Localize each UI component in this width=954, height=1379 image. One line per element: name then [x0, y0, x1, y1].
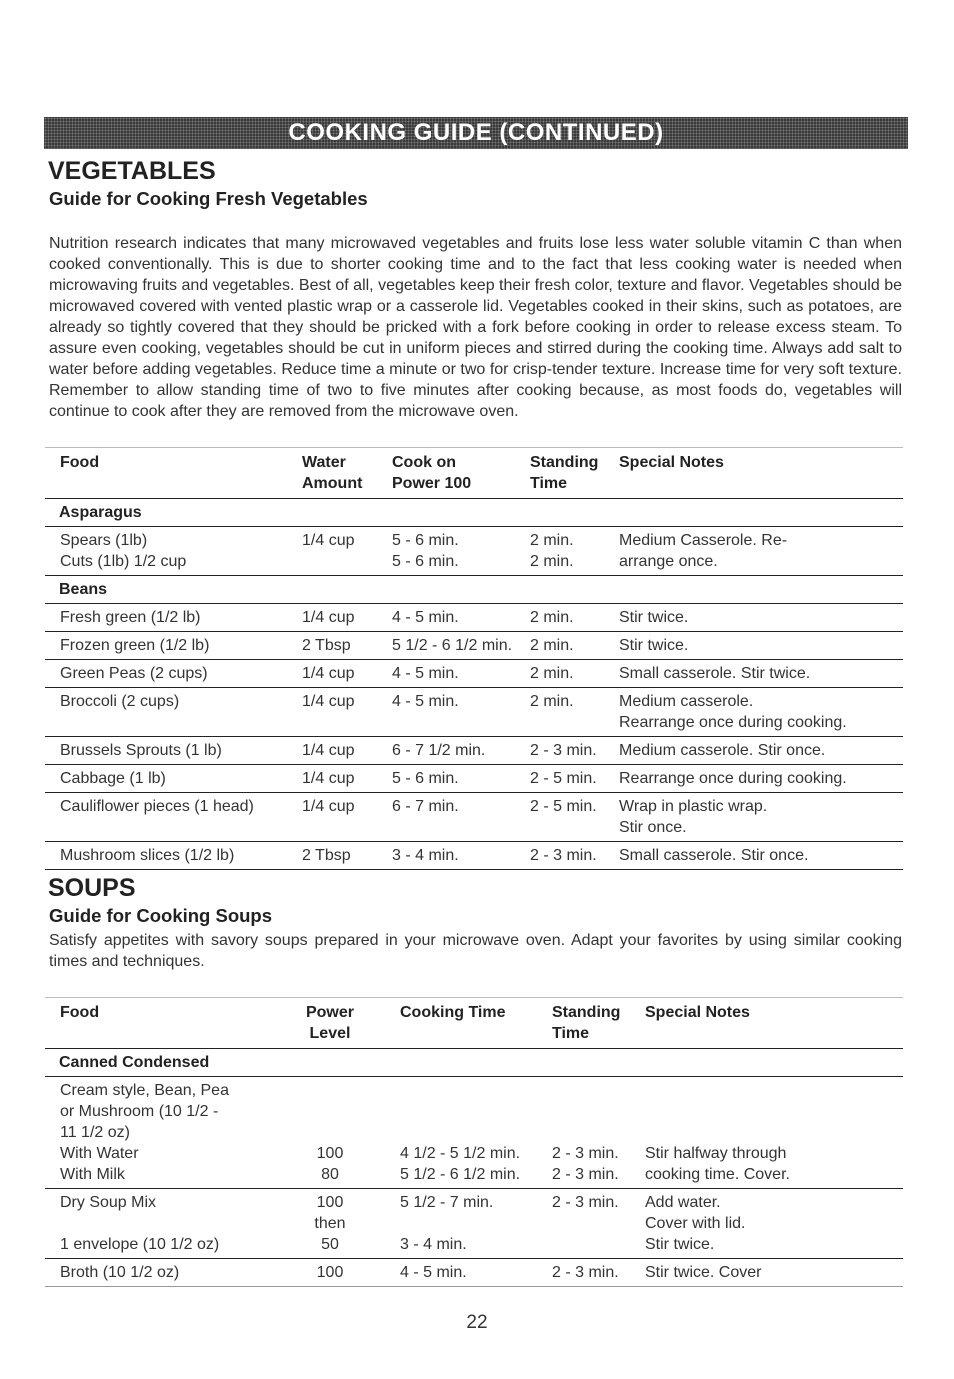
- cell-line: 2 - 5 min.: [530, 770, 597, 787]
- cell-line: 2 min.: [530, 665, 574, 682]
- cell-line: [552, 1101, 619, 1122]
- table-cell: [530, 845, 597, 866]
- table-cell: [619, 691, 847, 733]
- table-cell: [392, 530, 459, 572]
- cell-line: Food: [60, 454, 100, 471]
- cell-line: [302, 551, 354, 572]
- cell-line: Stir twice.: [619, 609, 689, 626]
- cell-line: Water: [302, 454, 346, 471]
- table-cell: [60, 1002, 99, 1023]
- cell-line: 1/4 cup: [302, 770, 355, 787]
- table-cell: [619, 796, 767, 838]
- table-cell: [400, 1002, 506, 1023]
- cell-line: Rearrange once during cooking.: [619, 714, 847, 731]
- table-group-row: [45, 499, 903, 527]
- cell-line: Special Notes: [645, 1004, 750, 1021]
- table-row: [45, 1189, 903, 1259]
- cell-line: 1/4 cup: [302, 609, 355, 626]
- cell-line: Level: [309, 1025, 351, 1042]
- cell-line: Power 100: [392, 475, 472, 492]
- cell-line: 5 - 6 min.: [392, 532, 459, 549]
- cell-line: Frozen green (1/2 lb): [60, 637, 210, 654]
- cell-line: 5 - 6 min.: [392, 553, 459, 570]
- cell-line: Dry Soup Mix: [60, 1194, 157, 1211]
- cell-line: Amount: [302, 475, 363, 492]
- cell-line: Medium casserole. Stir once.: [619, 742, 826, 759]
- cell-line: Stir once.: [619, 819, 687, 836]
- group-label: Canned Condensed: [59, 1054, 210, 1071]
- table-cell: [400, 1262, 467, 1283]
- table-cell: [619, 663, 810, 684]
- cell-line: 6 - 7 1/2 min.: [392, 742, 486, 759]
- cell-line: 2 min.: [530, 637, 574, 654]
- cell-line: or Mushroom (10 1/2 -: [60, 1103, 219, 1120]
- cell-line: 5 1/2 - 7 min.: [400, 1194, 494, 1211]
- cell-line: [300, 1080, 360, 1101]
- cell-line: [300, 1122, 360, 1143]
- cell-line: With Milk: [60, 1166, 125, 1183]
- table-cell: [392, 691, 459, 712]
- cell-line: 1 envelope (10 1/2 oz): [60, 1236, 220, 1253]
- table-cell: [392, 796, 459, 817]
- cell-line: 100: [316, 1194, 344, 1211]
- table-cell: [619, 452, 724, 473]
- table-cell: [530, 607, 574, 628]
- cell-line: 2 min.: [530, 693, 574, 710]
- cell-line: 5 1/2 - 6 1/2 min.: [400, 1166, 521, 1183]
- table-cell: [645, 1192, 745, 1255]
- cell-line: Time: [530, 475, 568, 492]
- table-cell: [302, 663, 354, 684]
- cell-line: 4 - 5 min.: [400, 1264, 467, 1281]
- cell-line: Cream style, Bean, Pea: [60, 1082, 229, 1099]
- cell-line: [552, 1080, 619, 1101]
- cell-line: [552, 1234, 619, 1255]
- cell-line: [300, 1101, 360, 1122]
- table-cell: [302, 796, 354, 817]
- cell-line: 1/4 cup: [302, 665, 355, 682]
- table-cell: [302, 768, 354, 789]
- table-row: [45, 632, 903, 660]
- cell-line: cooking time. Cover.: [645, 1166, 790, 1183]
- table-cell: [552, 1262, 619, 1283]
- cell-line: [400, 1080, 520, 1101]
- group-label: Asparagus: [59, 504, 142, 521]
- table-header-row: [45, 997, 903, 1049]
- table-cell: [300, 1192, 360, 1255]
- table-cell: [60, 691, 179, 712]
- table-cell: [302, 740, 354, 761]
- cell-line: Cooking Time: [400, 1004, 506, 1021]
- cell-line: 2 Tbsp: [302, 637, 351, 654]
- cell-line: 100: [316, 1264, 344, 1281]
- cell-line: 2 - 3 min.: [530, 742, 597, 759]
- cell-line: [60, 1213, 219, 1234]
- table-cell: [60, 663, 208, 684]
- cell-line: 1/4 cup: [302, 798, 355, 815]
- table-cell: [552, 1080, 619, 1185]
- table-group-row: [45, 576, 903, 604]
- cell-line: 2 - 5 min.: [530, 798, 597, 815]
- table-row: [45, 793, 903, 842]
- table-cell: [530, 635, 574, 656]
- cell-line: 2 min.: [530, 532, 574, 549]
- table-cell: [60, 845, 234, 866]
- cell-line: 2 - 3 min.: [552, 1264, 619, 1281]
- cell-line: 80: [321, 1166, 339, 1183]
- cell-line: Cover with lid.: [645, 1215, 746, 1232]
- vegetables-heading: VEGETABLES: [48, 157, 216, 185]
- table-cell: [645, 1080, 790, 1185]
- cell-line: 1/4 cup: [302, 742, 355, 759]
- table-cell: [302, 635, 351, 656]
- cell-line: 1/4 cup: [302, 532, 355, 549]
- cell-line: Small casserole. Stir once.: [619, 847, 809, 864]
- cell-line: Stir twice.: [619, 637, 689, 654]
- group-label: Beans: [59, 581, 108, 598]
- vegetables-table: [45, 447, 903, 870]
- cell-line: Cook on: [392, 454, 456, 471]
- table-cell: [392, 452, 471, 494]
- cell-line: [400, 1101, 520, 1122]
- table-cell: [60, 1080, 229, 1185]
- table-group-row: [45, 1049, 903, 1077]
- table-cell: [302, 607, 354, 628]
- table-cell: [530, 740, 597, 761]
- cell-line: Power: [305, 1004, 354, 1021]
- cell-line: Brussels Sprouts (1 lb): [60, 742, 222, 759]
- table-cell: [530, 530, 574, 572]
- table-cell: [60, 1262, 179, 1283]
- cell-line: 4 1/2 - 5 1/2 min.: [400, 1145, 521, 1162]
- table-cell: [302, 530, 354, 572]
- table-cell: [60, 607, 201, 628]
- table-cell: [302, 452, 362, 494]
- section-banner: COOKING GUIDE (CONTINUED): [44, 117, 908, 149]
- table-row: [45, 527, 903, 576]
- table-cell: [530, 691, 574, 712]
- table-cell: [400, 1192, 493, 1255]
- soups-intro: Satisfy appetites with savory soups prepared in your microwave oven. Adapt your favorites by using similar cooking times and techniques.: [49, 932, 902, 970]
- cell-line: 2 - 3 min.: [530, 847, 597, 864]
- cell-line: Standing: [530, 454, 599, 471]
- cell-line: [400, 1122, 520, 1143]
- cell-line: 4 - 5 min.: [392, 609, 459, 626]
- soups-table: [45, 997, 903, 1287]
- cell-line: Rearrange once during cooking.: [619, 770, 847, 787]
- soups-subheading: Guide for Cooking Soups: [49, 905, 273, 926]
- cell-line: 3 - 4 min.: [400, 1236, 467, 1253]
- cell-line: 50: [321, 1236, 339, 1253]
- table-cell: [619, 740, 825, 761]
- cell-line: Stir twice.: [645, 1236, 715, 1253]
- table-cell: [392, 768, 459, 789]
- table-cell: [619, 845, 808, 866]
- table-cell: [392, 635, 512, 656]
- cell-line: Stir twice. Cover: [645, 1264, 762, 1281]
- table-cell: [60, 530, 186, 572]
- table-cell: [619, 530, 787, 572]
- table-cell: [302, 845, 351, 866]
- cell-line: Medium Casserole. Re-: [619, 532, 788, 549]
- table-cell: [300, 1262, 360, 1283]
- cell-line: [645, 1122, 790, 1143]
- cell-line: [552, 1122, 619, 1143]
- cell-line: 5 - 6 min.: [392, 770, 459, 787]
- table-cell: [300, 1002, 360, 1044]
- table-cell: [619, 635, 688, 656]
- table-cell: [645, 1002, 750, 1023]
- cell-line: Cabbage (1 lb): [60, 770, 166, 787]
- cell-line: Medium casserole.: [619, 693, 754, 710]
- cell-line: 3 - 4 min.: [392, 847, 459, 864]
- cell-line: [645, 1101, 790, 1122]
- cell-line: 2 - 3 min.: [552, 1194, 619, 1211]
- table-cell: [60, 635, 209, 656]
- table-cell: [400, 1080, 520, 1185]
- cell-line: Wrap in plastic wrap.: [619, 798, 768, 815]
- cell-line: 11 1/2 oz): [60, 1124, 130, 1141]
- cell-line: arrange once.: [619, 553, 718, 570]
- cell-line: 100: [316, 1145, 344, 1162]
- vegetables-intro: Nutrition research indicates that many microwaved vegetables and fruits lose less water soluble vitamin C than when cooked conventionally. This is due to shorter cooking time and to the fact that less cooking water is needed when microwaving fruits and vegetables. Best of all, vegetables keep their fresh color, texture and flavor. Vegetables should be microwaved covered with vented plastic wrap or a casserole lid. Vegetables cooked in their skins, such as potatoes, are already so tightly covered that they should be pricked with a fork before cooking in order to release excess steam. To assure even cooking, vegetables should be cut in uniform pieces and stirred during the cooking time. Always add salt to water before adding vegetables. Reduce time a minute or two for crisp-tender texture. Increase time for very soft texture. Remember to allow standing time of two to five minutes after cooking because, as most foods do, vegetables will continue to cook after they are removed from the microwave oven.: [49, 235, 902, 420]
- cell-line: Time: [552, 1025, 590, 1042]
- cell-line: 2 - 3 min.: [552, 1145, 619, 1162]
- table-cell: [530, 768, 597, 789]
- cell-line: 4 - 5 min.: [392, 693, 459, 710]
- table-row: [45, 842, 903, 870]
- cell-line: 2 - 3 min.: [552, 1166, 619, 1183]
- cell-line: Standing: [552, 1004, 621, 1021]
- cell-line: Add water.: [645, 1194, 721, 1211]
- table-row: [45, 1259, 903, 1287]
- cell-line: Broth (10 1/2 oz): [60, 1264, 180, 1281]
- table-row: [45, 737, 903, 765]
- table-cell: [530, 663, 574, 684]
- table-cell: [60, 768, 166, 789]
- cell-line: Cauliflower pieces (1 head): [60, 798, 254, 815]
- table-cell: [392, 845, 459, 866]
- cell-line: [400, 1213, 493, 1234]
- table-cell: [60, 1192, 219, 1255]
- cell-line: [552, 1213, 619, 1234]
- cell-line: Small casserole. Stir twice.: [619, 665, 811, 682]
- cell-line: 2 Tbsp: [302, 847, 351, 864]
- vegetables-subheading: Guide for Cooking Fresh Vegetables: [49, 188, 368, 209]
- table-cell: [60, 796, 254, 817]
- table-cell: [530, 796, 597, 817]
- cell-line: [645, 1080, 790, 1101]
- table-cell: [392, 663, 459, 684]
- cell-line: then: [314, 1215, 346, 1232]
- cell-line: Broccoli (2 cups): [60, 693, 180, 710]
- page-number: 22: [466, 1312, 488, 1333]
- cell-line: Food: [60, 1004, 100, 1021]
- cell-line: 6 - 7 min.: [392, 798, 459, 815]
- cell-line: With Water: [60, 1145, 139, 1162]
- table-row: [45, 765, 903, 793]
- cell-line: 5 1/2 - 6 1/2 min.: [392, 637, 513, 654]
- cell-line: Fresh green (1/2 lb): [60, 609, 201, 626]
- table-cell: [60, 740, 222, 761]
- table-row: [45, 660, 903, 688]
- table-cell: [392, 740, 485, 761]
- cell-line: 2 min.: [530, 609, 574, 626]
- table-row: [45, 688, 903, 737]
- cell-line: Special Notes: [619, 454, 724, 471]
- cell-line: Cuts (1lb) 1/2 cup: [60, 553, 187, 570]
- cell-line: 1/4 cup: [302, 693, 355, 710]
- table-row: [45, 1077, 903, 1189]
- soups-heading: SOUPS: [48, 874, 136, 902]
- table-header-row: [45, 447, 903, 499]
- table-row: [45, 604, 903, 632]
- cell-line: 2 min.: [530, 553, 574, 570]
- table-cell: [619, 607, 688, 628]
- cell-line: Mushroom slices (1/2 lb): [60, 847, 235, 864]
- table-cell: [392, 607, 459, 628]
- cell-line: Spears (1lb): [60, 532, 148, 549]
- table-cell: [300, 1080, 360, 1185]
- table-cell: [530, 452, 598, 494]
- table-cell: [302, 691, 354, 712]
- table-cell: [619, 768, 847, 789]
- table-cell: [552, 1192, 619, 1255]
- cell-line: Green Peas (2 cups): [60, 665, 208, 682]
- table-cell: [552, 1002, 620, 1044]
- table-cell: [645, 1262, 761, 1283]
- cell-line: Stir halfway through: [645, 1145, 787, 1162]
- cell-line: 4 - 5 min.: [392, 665, 459, 682]
- table-cell: [60, 452, 99, 473]
